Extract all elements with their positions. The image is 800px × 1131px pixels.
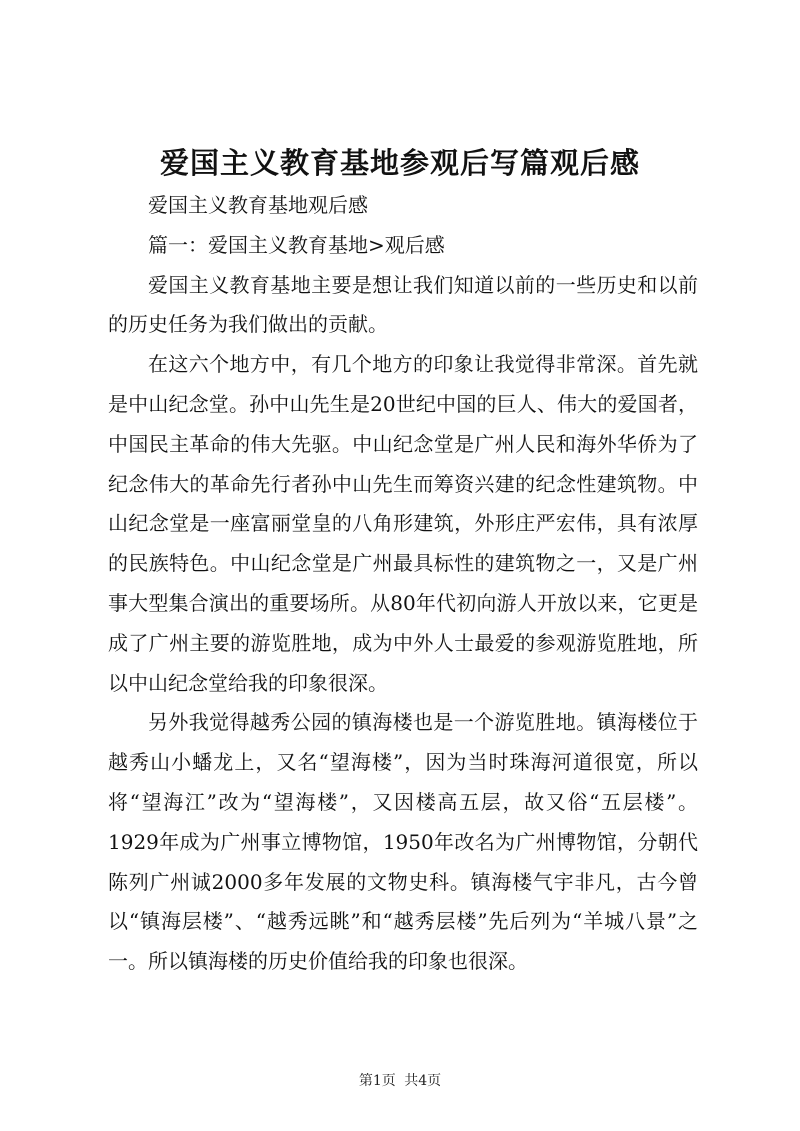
body-paragraph-intro: 爱国主义教育基地主要是想让我们知道以前的一些历史和以前的历史任务为我们做出的贡献。 — [108, 272, 698, 337]
page-footer — [0, 1071, 800, 1091]
page-number: 第1页 — [358, 1073, 396, 1089]
body-paragraph-zhongshan: 在这六个地方中，有几个地方的印象让我觉得非常深。首先就是中山纪念堂。孙中山先生是20世纪中国的巨人、伟大的爱国者，中国民主革命的伟大先驱。中山纪念堂是广州人民和海外华侨为了纪念伟大的革命先行者孙中山先生而筹资兴建的纪念性建筑物。中山纪念堂是一座富丽堂皇的八角形建筑，外形庄严宏伟，具有浓厚的民族特色。中山纪念堂是广州最具标性的建筑物之一，又是广州事大型集合演出的重要场所。从80年代初向游人开放以来，它更是成了广州主要的游览胜地，成为中外人士最爱的参观游览胜地，所以中山纪念堂给我的印象很深。 — [108, 352, 698, 695]
document-title: 爱国主义教育基地参观后写篇观后感 — [159, 146, 640, 180]
subtitle-paragraph: 爱国主义教育基地观后感 — [148, 193, 368, 217]
page-total: 共4页 — [404, 1073, 442, 1089]
document-body — [108, 186, 698, 982]
section-heading-paragraph: 篇一：爱国主义教育基地>观后感 — [148, 232, 445, 257]
body-paragraph-zhenhai: 另外我觉得越秀公园的镇海楼也是一个游览胜地。镇海楼位于越秀山小蟠龙上，又名“望海楼”，因为当时珠海河道很宽，所以将“望海江”改为“望海楼”，又因楼高五层，故又俗“五层楼”。1929年成为广州事立博物馆，1950年改名为广州博物馆，分朝代陈列广州诚2000多年发展的文物史科。镇海楼气宇非凡，古今曾以“镇海层楼”、“越秀远眺”和“越秀层楼”先后列为“羊城八景”之一。所以镇海楼的历史价值给我的印象也很深。 — [108, 710, 698, 974]
